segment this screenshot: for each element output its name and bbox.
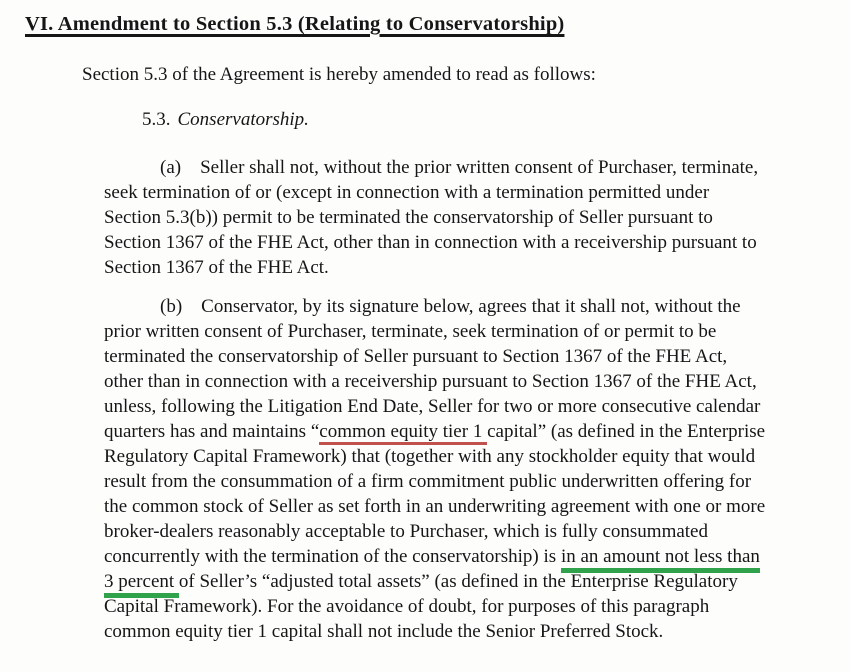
red-underlined-text: common equity tier 1	[319, 421, 487, 445]
text-segment: unless, following the Litigation End Date, Seller for two or more consecutive calendar	[104, 396, 761, 417]
text-line	[104, 294, 846, 319]
text-segment: Section 1367 of the FHE Act.	[104, 257, 329, 278]
text-segment: Regulatory Capital Framework) that (together with any stockholder equity that would	[104, 446, 756, 467]
text-line	[104, 419, 846, 444]
text-segment: other than in connection with a receivership pursuant to Section 1367 of the FHE Act,	[104, 371, 757, 392]
section-5-3-line	[142, 107, 850, 132]
text-segment: Capital Framework). For the avoidance of doubt, for purposes of this paragraph	[104, 596, 710, 617]
text-line	[104, 619, 846, 644]
text-line	[104, 180, 846, 205]
paragraph-b	[104, 294, 846, 644]
text-segment: (b) Conservator, by its signature below, agrees that it shall not, without the	[160, 296, 741, 317]
text-line	[104, 255, 846, 280]
text-segment: quarters has and maintains “	[104, 421, 320, 442]
text-segment: the common stock of Seller as set forth in an underwriting agreement with one or more	[104, 496, 766, 517]
text-segment: of Seller’s “adjusted total assets” (as defined in the Enterprise Regulatory	[178, 571, 738, 592]
document-heading: VI. Amendment to Section 5.3 (Relating to Conservatorship)	[25, 13, 565, 35]
text-line	[104, 594, 846, 619]
text-segment: (a) Seller shall not, without the prior written consent of Purchaser, terminate,	[160, 157, 759, 178]
text-segment: broker-dealers reasonably acceptable to Purchaser, which is fully consummated	[104, 521, 708, 542]
text-line	[104, 519, 846, 544]
text-line	[104, 205, 846, 230]
text-line	[104, 544, 846, 569]
text-segment: prior written consent of Purchaser, terminate, seek termination of or permit to be	[104, 321, 717, 342]
text-line	[104, 319, 846, 344]
text-segment: capital” (as defined in the Enterprise	[487, 421, 766, 442]
section-number: 5.3.	[142, 109, 171, 130]
text-line	[104, 155, 846, 180]
text-segment: Section 5.3(b)) permit to be terminated the conservatorship of Seller pursuant to	[104, 207, 713, 228]
text-line	[104, 494, 846, 519]
text-segment: result from the consummation of a firm commitment public underwritten offering for	[104, 471, 752, 492]
intro-paragraph: Section 5.3 of the Agreement is hereby amended to read as follows:	[82, 64, 596, 85]
text-segment: seek termination of or (except in connection with a termination permitted under	[104, 182, 710, 203]
text-segment: common equity tier 1 capital shall not include the Senior Preferred Stock.	[104, 621, 664, 642]
text-line	[104, 444, 846, 469]
text-line	[104, 469, 846, 494]
green-underlined-text: in an amount not less than	[561, 546, 760, 573]
text-segment: Section 1367 of the FHE Act, other than in connection with a receivership pursuant to	[104, 232, 757, 253]
text-segment: terminated the conservatorship of Seller pursuant to Section 1367 of the FHE Act,	[104, 346, 728, 367]
text-line	[104, 569, 846, 594]
green-underlined-text: 3 percent	[104, 571, 179, 598]
section-title: Conservatorship.	[177, 109, 309, 130]
text-segment: concurrently with the termination of the conservatorship) is	[104, 546, 561, 567]
text-line	[104, 369, 846, 394]
text-line	[104, 230, 846, 255]
paragraph-a	[104, 155, 846, 280]
text-line	[104, 394, 846, 419]
text-line	[104, 344, 846, 369]
